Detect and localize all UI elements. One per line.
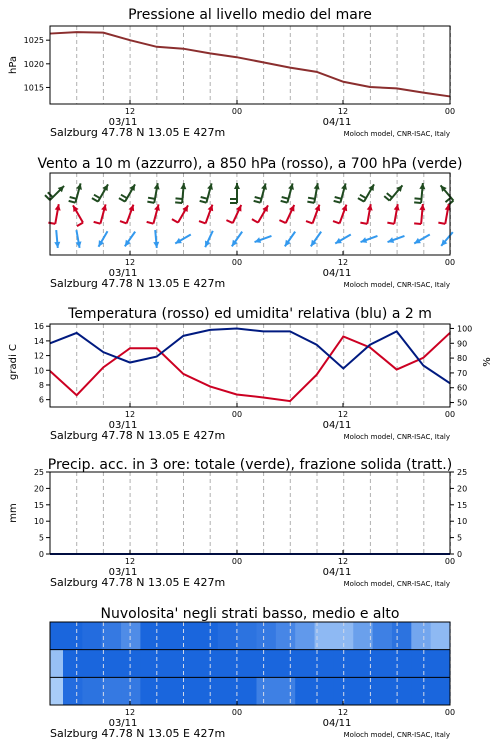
model-credit: Moloch model, CNR-ISAC, Italy (343, 580, 450, 588)
wind-arrow-700hpa (254, 183, 267, 202)
arrow-barb (308, 198, 315, 199)
cloud-title: Nuvolosita' negli strati basso, medio e alto (100, 606, 400, 622)
arrow-barb (199, 221, 206, 223)
y-tick-label: 100 (457, 324, 473, 334)
x-tick-label: 00 (231, 557, 243, 566)
x-tick-label: 00 (231, 708, 243, 717)
wind-arrow-700hpa (334, 183, 347, 202)
precip-ylabel: mm (8, 503, 19, 523)
cloud-cell (373, 650, 393, 678)
x-tick-label: 00 (231, 107, 243, 116)
arrow-barb (226, 220, 232, 223)
arrow-barb (48, 223, 55, 224)
arrow-barb (147, 222, 154, 224)
cloud-cell (82, 650, 102, 678)
temperature-ylabel: gradi C (8, 344, 19, 380)
y-tick-label: 0 (38, 550, 44, 559)
cloud-cell (198, 677, 218, 705)
cloud-cell (218, 650, 238, 678)
humidity-yticks (450, 324, 472, 407)
cloud-cell (373, 622, 393, 650)
x-tick-label: 12 (124, 258, 136, 267)
y-tick-label: 14 (33, 336, 44, 346)
y-tick-label: 0 (457, 550, 463, 559)
y-tick-label: 70 (457, 368, 468, 378)
arrow-barb (119, 198, 125, 202)
pressure-xticks (50, 100, 455, 139)
pressure-panel (8, 7, 455, 139)
cloud-cell (121, 677, 141, 705)
cloud-cell (276, 650, 296, 678)
x-tick-label: 00 (444, 557, 456, 566)
cloud-cell (257, 650, 277, 678)
cloud-cell (160, 650, 180, 678)
x-tick-label: 12 (337, 557, 349, 566)
cloud-cell (102, 650, 122, 678)
temperature-line (50, 333, 450, 401)
temperature-xticks (50, 403, 455, 442)
x-tick-label: 12 (337, 258, 349, 267)
date-label: 03/11 (108, 718, 138, 729)
cloud-cell (160, 677, 180, 705)
location-label: Salzburg 47.78 N 13.05 E 427m (50, 429, 226, 442)
cloud-cell (237, 677, 257, 705)
model-credit: Moloch model, CNR-ISAC, Italy (343, 731, 450, 739)
arrow-barb (252, 219, 258, 223)
arrow-barb (120, 221, 127, 223)
cloud-cell (276, 677, 296, 705)
arrow-barb (387, 223, 394, 224)
cloud-cell (82, 622, 102, 650)
wind-arrow-850hpa (94, 204, 107, 223)
arrow-barb (147, 202, 154, 203)
wind-arrow-700hpa (281, 183, 294, 202)
temperature-title: Temperatura (rosso) ed umidita' relativa (blu) a 2 m (68, 306, 432, 322)
cloud-panel (50, 606, 455, 740)
arrow-head (153, 242, 159, 248)
cloud-cell (102, 622, 122, 650)
wind-title: Vento a 10 m (azzurro), a 850 hPa (rosso), a 700 hPa (verde) (37, 156, 463, 172)
cloud-cell (63, 622, 83, 650)
humidity-line (50, 328, 450, 383)
y-tick-label: 80 (457, 354, 468, 364)
cloud-cell (295, 650, 315, 678)
cloud-cell (257, 677, 277, 705)
y-tick-label: 60 (457, 383, 468, 393)
wind-arrow-10m (175, 235, 191, 244)
cloud-cell (431, 622, 451, 650)
x-tick-label: 12 (337, 708, 349, 717)
arrow-barb (45, 195, 50, 200)
y-tick-label: 10 (33, 366, 44, 376)
wind-arrow-850hpa (414, 204, 425, 224)
cloud-cell (411, 622, 431, 650)
wind-arrow-700hpa (384, 185, 402, 200)
cloud-cell (63, 677, 83, 705)
wind-arrow-700hpa (45, 186, 64, 200)
arrow-barb (255, 197, 262, 199)
x-tick-label: 12 (337, 410, 349, 419)
temperature-gridlines (77, 324, 451, 407)
wind-arrow-700hpa (92, 184, 108, 201)
location-label: Salzburg 47.78 N 13.05 E 427m (50, 126, 226, 139)
precip-xticks (50, 550, 455, 589)
precip-yticks (34, 468, 50, 559)
wind-arrow-850hpa (226, 205, 241, 223)
y-tick-label: 10 (457, 517, 468, 527)
wind-arrow-10m (441, 232, 453, 246)
model-credit: Moloch model, CNR-ISAC, Italy (343, 433, 450, 441)
arrow-barb (438, 223, 445, 224)
arrow-barb (415, 198, 422, 199)
y-tick-label: 15 (457, 500, 468, 510)
x-tick-label: 12 (124, 708, 136, 717)
precip-title: Precip. acc. in 3 ore: totale (verde), frazione solida (tratt.) (47, 457, 453, 473)
wind-arrow-10m (54, 230, 60, 248)
y-tick-label: 25 (457, 468, 468, 477)
wind-arrow-700hpa (175, 183, 186, 203)
y-tick-label: 10 (33, 517, 44, 527)
arrow-barb (200, 201, 207, 203)
cloud-cell (257, 622, 277, 650)
cloud-cell (63, 650, 83, 678)
cloud-cell (392, 677, 412, 705)
arrow-barb (281, 201, 288, 203)
wind-arrow-700hpa (307, 183, 319, 203)
y-tick-label: 1020 (23, 59, 44, 69)
arrow-barb (387, 193, 392, 197)
cloud-cell (315, 650, 335, 678)
date-label: 04/11 (322, 567, 352, 578)
wind-arrow-850hpa (120, 205, 134, 224)
cloud-cell (179, 650, 199, 678)
cloud-cell (237, 622, 257, 650)
pressure-line (50, 32, 450, 96)
arrow-head (180, 183, 186, 189)
y-tick-label: 12 (33, 351, 44, 361)
cloud-cell (276, 622, 296, 650)
location-label: Salzburg 47.78 N 13.05 E 427m (50, 576, 226, 589)
wind-arrow-700hpa (200, 183, 213, 202)
arrow-barb (70, 197, 77, 199)
wind-arrow-700hpa (441, 185, 454, 205)
arrow-head (419, 204, 425, 210)
arrow-barb (360, 223, 367, 224)
pressure-series (50, 32, 450, 96)
model-credit: Moloch model, CNR-ISAC, Italy (343, 130, 450, 138)
date-label: 03/11 (108, 420, 138, 431)
arrow-barb (307, 202, 314, 203)
arrow-barb (92, 198, 98, 202)
cloud-cell (121, 622, 141, 650)
date-label: 04/11 (322, 420, 352, 431)
y-tick-label: 20 (457, 484, 468, 494)
wind-arrow-700hpa (414, 183, 425, 203)
arrow-barb (360, 195, 366, 199)
wind-arrow-850hpa (199, 205, 213, 224)
wind-arrow-850hpa (147, 204, 160, 223)
location-label: Salzburg 47.78 N 13.05 E 427m (50, 277, 226, 290)
cloud-cell (295, 622, 315, 650)
wind-arrow-850hpa (279, 205, 294, 223)
arrow-barb (358, 198, 364, 202)
temperature-plot-frame (50, 324, 450, 407)
wind-arrows (45, 183, 453, 248)
cloud-cell (102, 677, 122, 705)
arrow-barb (176, 198, 183, 199)
pressure-gridlines (77, 26, 451, 104)
arrow-barb (148, 198, 155, 199)
cloud-cell (198, 650, 218, 678)
arrow-barb (175, 202, 182, 203)
wind-arrow-10m (335, 235, 351, 244)
cloud-cell (411, 677, 431, 705)
arrow-barb (172, 219, 178, 223)
date-label: 03/11 (108, 567, 138, 578)
wind-arrow-700hpa (358, 184, 374, 201)
pressure-title: Pressione al livello medio del mare (128, 7, 372, 23)
cloud-cell (179, 622, 199, 650)
y-tick-label: 6 (38, 395, 44, 405)
x-tick-label: 12 (124, 410, 136, 419)
arrow-barb (77, 223, 83, 227)
cloud-cell (431, 677, 451, 705)
temperature-panel (8, 306, 493, 442)
x-tick-label: 12 (337, 107, 349, 116)
wind-arrow-700hpa (230, 183, 240, 203)
temperature-humidity-series (50, 328, 450, 401)
y-tick-label: 15 (33, 500, 44, 510)
arrow-barb (279, 220, 285, 223)
arrow-barb (306, 221, 313, 223)
cloud-cell (373, 677, 393, 705)
cloud-cell (392, 650, 412, 678)
arrow-barb (254, 201, 261, 203)
x-tick-label: 00 (231, 410, 243, 419)
wind-arrow-850hpa (306, 205, 320, 224)
wind-arrow-700hpa (119, 184, 135, 201)
cloud-cell (50, 677, 64, 705)
x-tick-label: 00 (444, 410, 456, 419)
precip-plot-frame (50, 472, 450, 554)
wind-arrow-10m (153, 230, 159, 248)
cloud-cells (50, 622, 451, 706)
x-tick-label: 00 (444, 708, 456, 717)
cloud-cell (237, 650, 257, 678)
date-label: 03/11 (108, 268, 138, 279)
model-credit: Moloch model, CNR-ISAC, Italy (343, 281, 450, 289)
y-tick-label: 50 (457, 398, 468, 408)
wind-arrow-850hpa (333, 205, 347, 224)
wind-arrow-700hpa (147, 183, 159, 203)
date-label: 04/11 (322, 268, 352, 279)
arrow-barb (414, 202, 421, 203)
cloud-cell (295, 677, 315, 705)
y-tick-label: 1025 (23, 36, 44, 46)
wind-arrow-850hpa (252, 205, 268, 222)
cloud-cell (121, 650, 141, 678)
x-tick-label: 12 (124, 557, 136, 566)
arrow-barb (384, 196, 389, 200)
cloud-cell (392, 622, 412, 650)
arrow-barb (333, 221, 340, 223)
humidity-ylabel: % (482, 357, 493, 367)
cloud-cell (218, 622, 238, 650)
y-tick-label: 25 (33, 468, 44, 477)
cloud-cell (50, 622, 64, 650)
arrow-barb (121, 195, 127, 199)
location-label: Salzburg 47.78 N 13.05 E 427m (50, 727, 226, 740)
arrow-barb (414, 223, 421, 224)
cloud-cell (218, 677, 238, 705)
precip-panel (8, 457, 467, 589)
x-tick-label: 12 (124, 107, 136, 116)
arrow-barb (282, 197, 289, 199)
wind-arrow-700hpa (69, 183, 82, 202)
cloud-cell (160, 622, 180, 650)
arrow-head (54, 242, 60, 248)
cloud-cell (315, 677, 335, 705)
date-label: 03/11 (108, 117, 138, 128)
arrow-barb (94, 195, 100, 199)
arrow-head (234, 183, 240, 189)
pressure-yticks (24, 36, 50, 92)
wind-arrow-850hpa (438, 204, 450, 224)
wind-arrow-850hpa (360, 204, 372, 224)
wind-plot-frame (50, 173, 450, 255)
arrow-barb (335, 197, 342, 199)
wind-arrow-850hpa (73, 205, 83, 226)
arrow-barb (334, 201, 341, 203)
cloud-cell (411, 650, 431, 678)
wind-arrow-10m (311, 232, 321, 247)
cloud-cell (82, 677, 102, 705)
wind-arrow-10m (414, 235, 430, 244)
x-tick-label: 00 (231, 258, 243, 267)
precip-gridlines (77, 472, 451, 554)
y-tick-label: 90 (457, 339, 468, 349)
y-tick-label: 16 (33, 322, 44, 332)
arrow-head (419, 183, 425, 189)
arrow-barb (94, 222, 101, 224)
cloud-cell (315, 622, 335, 650)
pressure-ylabel: hPa (8, 55, 19, 75)
wind-arrow-10m (255, 236, 272, 243)
wind-arrow-10m (361, 236, 378, 243)
arrow-barb (201, 197, 208, 199)
y-tick-label: 5 (38, 533, 44, 543)
precip-yticks-right (450, 468, 467, 559)
date-label: 04/11 (322, 718, 352, 729)
wind-panel (37, 156, 462, 290)
temperature-yticks (34, 322, 50, 404)
date-label: 04/11 (322, 117, 352, 128)
cloud-cell (431, 650, 451, 678)
y-tick-label: 5 (457, 533, 463, 543)
wind-arrow-10m (205, 231, 213, 247)
cloud-cell (179, 677, 199, 705)
arrow-barb (69, 201, 76, 203)
wind-xticks (50, 251, 455, 290)
x-tick-label: 00 (444, 107, 456, 116)
y-tick-label: 1015 (23, 83, 44, 93)
x-tick-label: 00 (444, 258, 456, 267)
wind-arrow-850hpa (172, 205, 188, 222)
wind-arrow-850hpa (387, 204, 399, 224)
wind-arrow-10m (388, 236, 405, 243)
cloud-cell (50, 650, 64, 678)
cloud-cell (198, 622, 218, 650)
cloud-xticks (50, 701, 455, 740)
pressure-plot-frame (50, 26, 450, 104)
y-tick-label: 8 (38, 380, 44, 390)
y-tick-label: 20 (33, 484, 44, 494)
